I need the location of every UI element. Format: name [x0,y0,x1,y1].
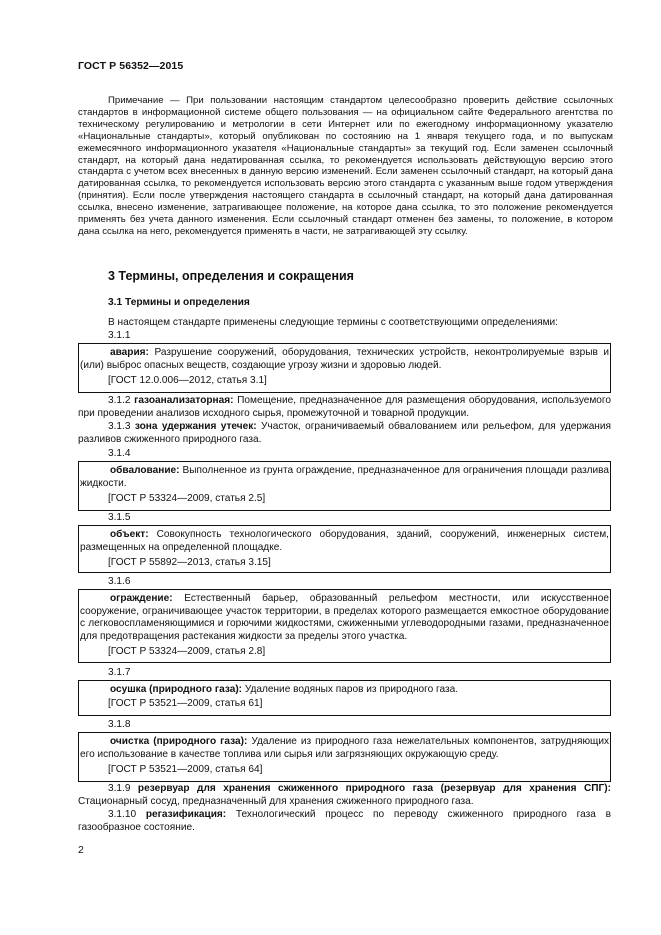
term-definition: 3.1.3 зона удержания утечек: Участок, ограничиваемый обвалованием или рельефом, для удержания разливов сжиженного природного газа. [78,421,611,445]
section-intro: В настоящем стандарте применены следующие термины с соответствующими определениями: [108,317,558,328]
term-name: газоанализаторная: [134,395,234,406]
term-name: резервуар для хранения сжиженного природного газа (резервуар для хранения СПГ): [137,783,611,794]
term-name: регазификация: [145,809,227,820]
term-name: обвалование: [110,465,180,476]
note-paragraph [78,95,613,238]
term-definition: объект: Совокупность технологического оборудования, зданий, сооружений, инженерных систем, размещенных на определенной площадке. [80,529,609,553]
term-source: [ГОСТ Р 53521—2009, статья 64] [108,764,263,775]
term-name: авария: [110,347,149,358]
term-source: [ГОСТ 12.0.006—2012, статья 3.1] [108,375,267,386]
term-number: 3.1.8 [108,719,131,730]
term-name: ограждение: [110,593,173,604]
term-definition: ограждение: Естественный барьер, образованный рельефом местности, или искусственное сооружение, ограничивающее участок территории, в пределах которого размещается емкостное оборудование с легковоспламеняющимися и горючими жидкостями, сжиженными углеводородными газами, предназначенное для предотвращения растекания жидкости за пределы этого участка. [80,593,609,642]
term-definition: 3.1.10 регазификация: Технологический процесс по переводу сжиженного природного газа в газообразное состояние. [78,809,611,833]
term-definition: авария: Разрушение сооружений, оборудования, технических устройств, неконтролируемые взрыв и (или) выброс опасных веществ, создающие угрозу жизни и здоровью людей. [80,347,609,371]
term-definition: осушка (природного газа): Удаление водяных паров из природного газа. [110,684,459,695]
term-source: [ГОСТ Р 53521—2009, статья 61] [108,698,263,709]
term-name: зона удержания утечек: [134,421,257,432]
term-name: осушка (природного газа): [110,684,243,695]
term-number: 3.1.4 [108,448,131,459]
term-definition: очистка (природного газа): Удаление из природного газа нежелательных компонентов, затрудняющих его использование в качестве топлива или сырья или загрязняющих окружающую среду. [80,736,610,760]
note-label: Примечание [108,95,164,106]
term-name: объект: [110,529,149,540]
term-definition: 3.1.2 газоанализаторная: Помещение, предназначенное для размещения оборудования, используемого при проведении анализов исходного сырья, промежуточной и товарной продукции. [78,395,611,419]
term-definition: 3.1.9 резервуар для хранения сжиженного природного газа (резервуар для хранения СПГ): Стационарный сосуд, предназначенный для хранения сжиженного природного газа. [78,783,611,807]
term-number: 3.1.6 [108,576,131,587]
term-definition: обвалование: Выполненное из грунта ограждение, предназначенное для ограничения площади разлива жидкости. [80,465,609,489]
term-source: [ГОСТ Р 53324—2009, статья 2.5] [108,493,266,504]
term-source: [ГОСТ Р 53324—2009, статья 2.8] [108,646,266,657]
term-number: 3.1.7 [108,667,131,678]
section-3-title: 3 Термины, определения и сокращения [108,269,354,283]
term-number: 3.1.1 [108,330,131,341]
note-text: — При пользовании настоящим стандартом целесообразно проверить действие ссылочных стандартов в информационной системе общего пользования — на официальном сайте Федерального агентства по техническому регулированию и метрологии в сети Интернет или по ежегодному информационному указателю «Национальные стандарты», который опубликован по состоянию на 1 января текущего года, и по выпускам ежемесячного информационного указателя «Национальные стандарты» за текущий год. Если заменен ссылочный стандарт, на который дана недатированная ссылка, то рекомендуется использовать действующую версию этого стандарта с учетом всех внесенных в данную версию изменений. Если заменен ссылочный стандарт, на который дана датированная ссылка, то рекомендуется использовать версию этого стандарта с указанным выше годом утверждения (принятия). Если после утверждения настоящего стандарта в ссылочный стандарт, на который дана датированная ссылка, внесено изменение, затрагивающее положение, на которое дана ссылка, то это положение рекомендуется применять без учета данного изменения. Если ссылочный стандарт отменен без замены, то положение, в котором дана ссылка на него, рекомендуется применять в части, не затрагивающей эту ссылку. [78,95,613,237]
term-name: очистка (природного газа): [110,736,248,747]
page-number: 2 [78,844,84,856]
document-header: ГОСТ Р 56352—2015 [78,60,184,72]
term-source: [ГОСТ Р 55892—2013, статья 3.15] [108,557,271,568]
term-number: 3.1.5 [108,512,131,523]
section-3-1-title: 3.1 Термины и определения [108,297,250,308]
